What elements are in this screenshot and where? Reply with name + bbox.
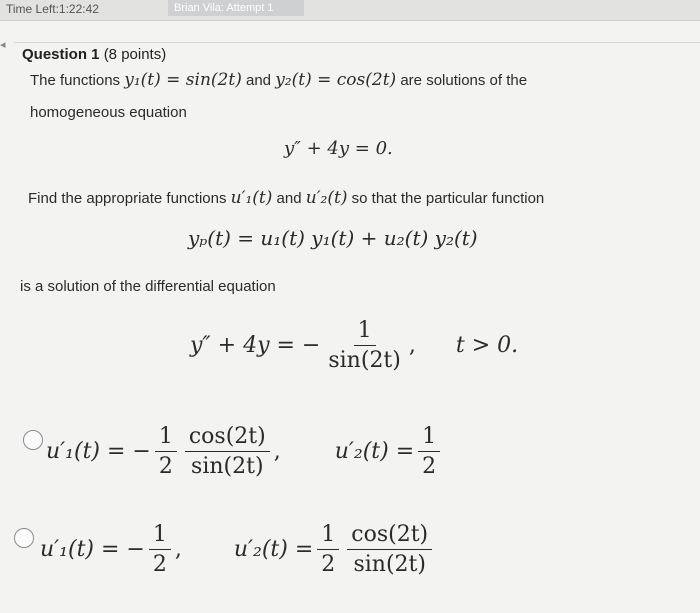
question-marker-icon: ◂ bbox=[0, 39, 6, 51]
option-a-separator: , bbox=[273, 439, 281, 464]
differential-equation bbox=[190, 318, 518, 373]
intro-line-2: homogeneous equation bbox=[30, 104, 187, 121]
de-numerator: 1 bbox=[354, 318, 376, 346]
option-b-u2-den: 2 bbox=[321, 552, 336, 577]
top-bar bbox=[0, 0, 700, 21]
option-b-u1-den: 2 bbox=[152, 552, 167, 577]
option-a-u2-num: 1 bbox=[418, 424, 440, 452]
option-b-separator: , bbox=[174, 537, 182, 562]
option-a-u2-den: 2 bbox=[422, 454, 437, 479]
option-b-radio[interactable] bbox=[14, 528, 34, 548]
de-denominator: sin(2t) bbox=[328, 348, 401, 373]
option-b-u2-den2: sin(2t) bbox=[353, 552, 426, 577]
option-b[interactable] bbox=[40, 522, 436, 577]
option-a-u1-frac1 bbox=[155, 424, 177, 479]
particular-solution: yₚ(t) = u₁(t) y₁(t) + u₂(t) y₂(t) bbox=[188, 226, 478, 250]
find-text-a: Find the appropriate functions bbox=[28, 190, 227, 207]
question-header bbox=[22, 46, 166, 63]
option-b-u2-num: 1 bbox=[317, 522, 339, 550]
de-comma: , bbox=[408, 333, 416, 358]
option-b-u2-lhs: u′₂(t) = bbox=[233, 537, 314, 562]
option-a-u1-den: 2 bbox=[158, 454, 173, 479]
option-a-radio[interactable] bbox=[23, 430, 43, 450]
option-b-u1-lhs: u′₁(t) = − bbox=[40, 537, 145, 562]
find-text-b: so that the particular function bbox=[351, 190, 545, 207]
de-fraction bbox=[324, 318, 405, 373]
u1-prime: u′₁(t) bbox=[230, 188, 273, 208]
intro-text-a: The functions bbox=[30, 72, 121, 89]
find-and: and bbox=[276, 190, 302, 207]
option-a-u1-num: 1 bbox=[155, 424, 177, 452]
homogeneous-equation: y″ + 4y = 0. bbox=[284, 138, 393, 159]
intro-line bbox=[30, 70, 527, 90]
divider bbox=[14, 42, 700, 43]
option-b-u1-num: 1 bbox=[149, 522, 171, 550]
option-b-u2-frac1 bbox=[317, 522, 339, 577]
option-b-u2-frac2 bbox=[347, 522, 432, 577]
option-a-u1-num2: cos(2t) bbox=[185, 424, 270, 452]
option-b-u2-num2: cos(2t) bbox=[347, 522, 432, 550]
question-number: Question 1 bbox=[22, 46, 100, 63]
de-lhs: y″ + 4y = − bbox=[190, 333, 321, 358]
option-a-u1-lhs: u′₁(t) = − bbox=[46, 439, 151, 464]
find-line bbox=[28, 188, 544, 208]
option-a[interactable] bbox=[46, 424, 444, 479]
option-a-u1-den2: sin(2t) bbox=[191, 454, 264, 479]
option-b-u1-frac bbox=[149, 522, 171, 577]
y1-definition: y₁(t) = sin(2t) bbox=[124, 70, 242, 90]
u2-prime: u′₂(t) bbox=[305, 188, 348, 208]
y2-definition: y₂(t) = cos(2t) bbox=[275, 70, 397, 90]
attempt-title: Brian Vila: Attempt 1 bbox=[168, 0, 304, 16]
time-left: Time Left:1:22:42 bbox=[6, 2, 99, 16]
intro-and: and bbox=[246, 72, 272, 89]
is-solution-text: is a solution of the differential equation bbox=[20, 278, 276, 295]
option-a-u2-lhs: u′₂(t) = bbox=[334, 439, 415, 464]
option-a-u2-frac bbox=[418, 424, 440, 479]
de-condition: t > 0. bbox=[455, 333, 519, 358]
question-points: (8 points) bbox=[103, 46, 167, 63]
option-a-u1-frac2 bbox=[185, 424, 270, 479]
intro-text-b: are solutions of the bbox=[400, 72, 528, 89]
